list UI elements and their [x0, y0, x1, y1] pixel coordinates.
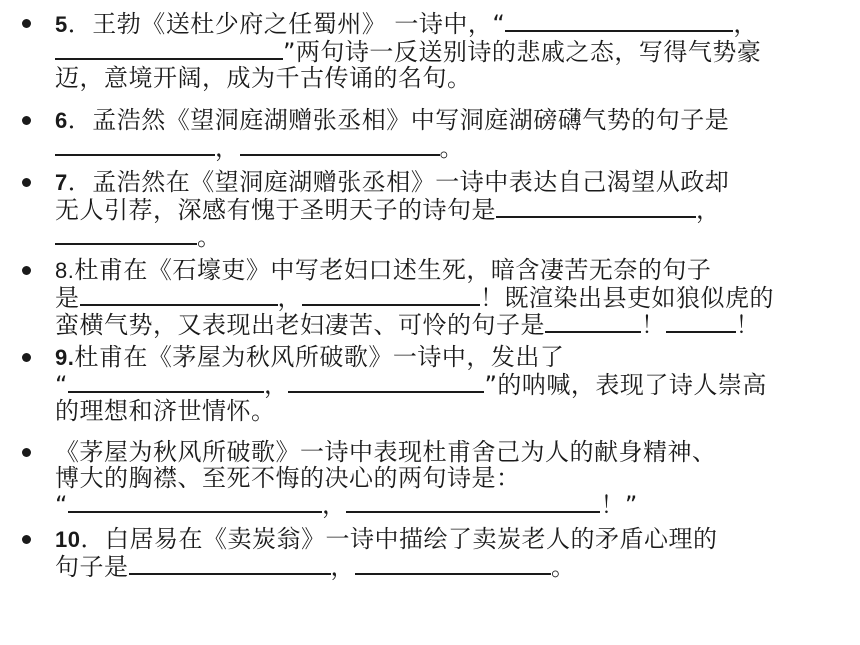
text: ， — [215, 134, 240, 162]
question-number: 7 — [55, 170, 68, 195]
text: “ — [55, 491, 68, 519]
line-7-2 — [55, 196, 850, 223]
text: 无人引荐，深感有愧于圣明天子的诗句是 — [55, 196, 496, 224]
bullet-10 — [22, 535, 31, 544]
answer-blank[interactable] — [240, 134, 440, 156]
text: ！” — [600, 491, 638, 519]
line-6-1 — [55, 107, 850, 134]
bullet-5 — [22, 19, 31, 28]
line-6-2 — [55, 134, 850, 161]
text: 的理想和济世情怀。 — [55, 397, 276, 425]
answer-blank[interactable] — [355, 553, 551, 575]
text: ”两句诗一反送别诗的悲戚之态，写得气势豪 — [283, 38, 762, 66]
text: “ — [55, 371, 68, 399]
bullet-6 — [22, 116, 31, 125]
line-9-2 — [55, 371, 850, 398]
text: 。 — [551, 553, 576, 581]
line-5-1 — [55, 10, 850, 38]
text: ！ — [735, 311, 760, 339]
question-10 — [55, 526, 850, 580]
question-extra — [55, 439, 850, 518]
line-5-3 — [55, 65, 850, 91]
question-number: 10 — [55, 527, 81, 552]
answer-blank[interactable] — [505, 10, 733, 32]
question-7 — [55, 169, 850, 250]
text: ， — [263, 371, 289, 399]
line-extra-3 — [55, 491, 850, 518]
text: ， — [696, 196, 721, 224]
line-8-2 — [55, 284, 850, 311]
text: 是 — [55, 284, 80, 312]
question-9 — [55, 344, 850, 424]
bullet-9 — [22, 353, 31, 362]
question-number: 8. — [55, 258, 75, 283]
text: ！ — [641, 311, 666, 339]
text: ．孟浩然在《望洞庭湖赠张丞相》一诗中表达自己渴望从政却 — [67, 168, 730, 196]
line-7-3 — [55, 223, 850, 250]
answer-blank[interactable] — [302, 284, 480, 306]
answer-blank[interactable] — [80, 284, 278, 306]
question-5 — [55, 10, 850, 91]
text: 。 — [439, 134, 464, 162]
answer-blank[interactable] — [129, 553, 331, 575]
question-number: 6 — [55, 108, 68, 133]
line-9-1 — [55, 344, 850, 371]
answer-blank[interactable] — [55, 38, 283, 60]
answer-blank[interactable] — [288, 371, 484, 393]
answer-blank[interactable] — [496, 196, 696, 218]
question-8 — [55, 257, 850, 338]
text: 迈，意境开阔，成为千古传诵的名句。 — [55, 64, 472, 92]
line-8-3 — [55, 311, 850, 338]
answer-blank[interactable] — [68, 491, 322, 513]
line-extra-2 — [55, 465, 850, 491]
text: ， — [277, 284, 302, 312]
line-9-3 — [55, 398, 850, 424]
text: 杜甫在《石壕吏》中写老妇口述生死，暗含凄苦无奈的句子 — [74, 256, 712, 284]
question-number: 9. — [55, 345, 75, 370]
line-extra-1 — [55, 439, 850, 465]
line-10-2 — [55, 553, 850, 580]
line-8-1 — [55, 257, 850, 284]
text: ．孟浩然《望洞庭湖赠张丞相》中写洞庭湖磅礴气势的句子是 — [67, 106, 730, 134]
answer-blank[interactable] — [55, 134, 215, 156]
line-7-1 — [55, 169, 850, 196]
text: 蛮横气势，又表现出老妇凄苦、可怜的句子是 — [55, 311, 545, 339]
text: ．白居易在《卖炭翁》一诗中描绘了卖炭老人的矛盾心理的 — [80, 525, 718, 553]
bullet-8 — [22, 266, 31, 275]
text: ．王勃《送杜少府之任蜀州》 一诗中，“ — [67, 10, 506, 38]
answer-blank[interactable] — [545, 311, 641, 333]
answer-blank[interactable] — [55, 223, 197, 245]
answer-blank[interactable] — [666, 311, 736, 333]
bullet-7 — [22, 178, 31, 187]
bullet-extra — [22, 448, 31, 457]
answer-blank[interactable] — [68, 371, 264, 393]
text: 句子是 — [55, 553, 129, 581]
text: ！既渲染出县吏如狼似虎的 — [480, 284, 774, 312]
text: 。 — [197, 223, 222, 251]
text: ， — [321, 491, 347, 519]
line-5-2 — [55, 38, 850, 65]
answer-blank[interactable] — [346, 491, 600, 513]
text: ， — [330, 553, 355, 581]
text: ”的呐喊，表现了诗人崇高 — [484, 371, 767, 399]
text: 博大的胸襟、至死不悔的决心的两句诗是： — [55, 464, 521, 492]
line-10-1 — [55, 526, 850, 553]
question-6 — [55, 107, 850, 161]
text: 杜甫在《茅屋为秋风所破歌》一诗中，发出了 — [74, 343, 565, 371]
question-number: 5 — [55, 12, 68, 37]
text: 《茅屋为秋风所破歌》一诗中表现杜甫舍己为人的献身精神、 — [55, 438, 717, 466]
comma: ， — [733, 10, 758, 38]
